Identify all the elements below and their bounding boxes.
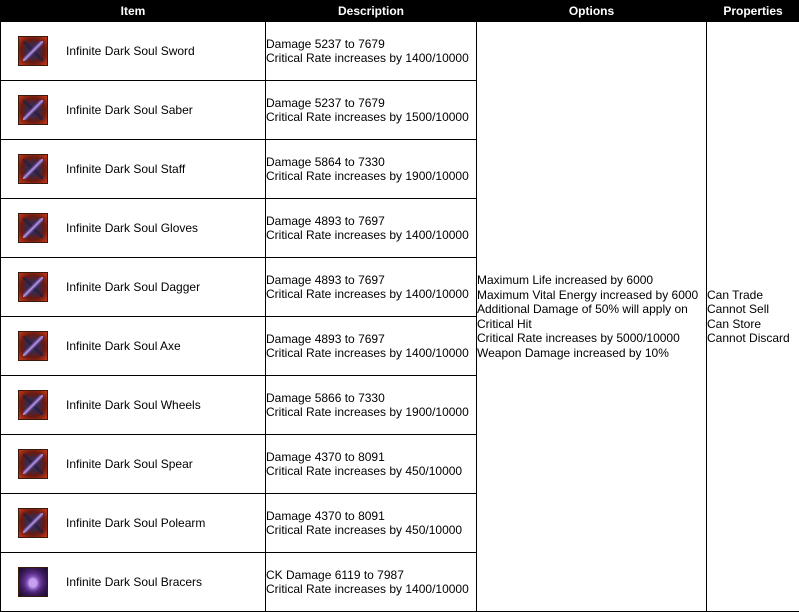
damage-text: Damage 5864 to 7330 <box>266 155 385 169</box>
option-line: Critical Hit <box>477 316 532 331</box>
description-cell <box>266 22 477 81</box>
critical-rate-text: Critical Rate increases by 450/10000 <box>266 464 463 478</box>
axe-icon <box>18 331 48 361</box>
property-line: Can Trade <box>707 287 764 302</box>
option-line: Maximum Vital Energy increased by 6000 <box>477 287 699 302</box>
damage-text: Damage 4370 to 8091 <box>266 509 385 523</box>
item-cell <box>1 494 266 553</box>
item-name: Infinite Dark Soul Axe <box>66 339 181 353</box>
bracers-icon <box>18 567 48 597</box>
item-cell <box>1 317 266 376</box>
item-name: Infinite Dark Soul Spear <box>66 457 193 471</box>
critical-rate-text: Critical Rate increases by 1400/10000 <box>266 582 469 596</box>
item-cell <box>1 553 266 612</box>
description-cell <box>266 553 477 612</box>
wheels-icon <box>18 390 48 420</box>
property-line: Cannot Sell <box>707 302 770 316</box>
header-row <box>1 1 799 22</box>
critical-rate-text: Critical Rate increases by 1900/10000 <box>266 169 469 183</box>
damage-text: Damage 5866 to 7330 <box>266 391 385 405</box>
item-name: Infinite Dark Soul Wheels <box>66 398 201 412</box>
item-name: Infinite Dark Soul Bracers <box>66 575 203 589</box>
description-cell <box>266 140 477 199</box>
option-line: Additional Damage of 50% will apply on <box>477 302 688 316</box>
properties-cell <box>707 22 799 612</box>
sword-icon <box>18 36 48 66</box>
item-cell <box>1 22 266 81</box>
damage-text: Damage 4370 to 8091 <box>266 450 385 464</box>
property-line: Cannot Discard <box>707 331 790 345</box>
description-cell <box>266 435 477 494</box>
header-properties: Properties <box>707 1 799 22</box>
item-cell <box>1 199 266 258</box>
item-name: Infinite Dark Soul Polearm <box>66 516 206 530</box>
polearm-icon <box>18 508 48 538</box>
damage-text: Damage 4893 to 7697 <box>266 273 385 287</box>
dagger-icon <box>18 272 48 302</box>
description-cell <box>266 494 477 553</box>
description-cell <box>266 81 477 140</box>
spear-icon <box>18 449 48 479</box>
description-cell <box>266 258 477 317</box>
description-cell <box>266 317 477 376</box>
damage-text: CK Damage 6119 to 7987 <box>266 568 404 582</box>
item-name: Infinite Dark Soul Dagger <box>66 280 201 294</box>
header-description: Description <box>266 1 477 22</box>
damage-text: Damage 5237 to 7679 <box>266 96 385 110</box>
damage-text: Damage 4893 to 7697 <box>266 332 385 346</box>
item-cell <box>1 435 266 494</box>
critical-rate-text: Critical Rate increases by 1500/10000 <box>266 110 469 124</box>
option-line: Maximum Life increased by 6000 <box>477 273 654 287</box>
critical-rate-text: Critical Rate increases by 1400/10000 <box>266 287 469 301</box>
item-name: Infinite Dark Soul Sword <box>66 44 195 58</box>
item-name: Infinite Dark Soul Staff <box>66 162 186 176</box>
item-name: Infinite Dark Soul Saber <box>66 103 193 117</box>
table-row <box>1 22 799 81</box>
gloves-icon <box>18 213 48 243</box>
option-line: Weapon Damage increased by 10% <box>477 345 669 360</box>
critical-rate-text: Critical Rate increases by 1400/10000 <box>266 51 469 65</box>
item-name: Infinite Dark Soul Gloves <box>66 221 199 235</box>
property-line: Can Store <box>707 316 762 331</box>
critical-rate-text: Critical Rate increases by 1400/10000 <box>266 228 469 242</box>
description-cell <box>266 199 477 258</box>
critical-rate-text: Critical Rate increases by 1400/10000 <box>266 346 469 360</box>
critical-rate-text: Critical Rate increases by 1900/10000 <box>266 405 469 419</box>
staff-icon <box>18 154 48 184</box>
item-cell <box>1 258 266 317</box>
header-item: Item <box>1 1 266 22</box>
damage-text: Damage 5237 to 7679 <box>266 37 385 51</box>
item-cell <box>1 376 266 435</box>
damage-text: Damage 4893 to 7697 <box>266 214 385 228</box>
description-cell <box>266 376 477 435</box>
header-options: Options <box>477 1 707 22</box>
item-cell <box>1 81 266 140</box>
options-cell <box>477 22 707 612</box>
option-line: Critical Rate increases by 5000/10000 <box>477 331 680 345</box>
saber-icon <box>18 95 48 125</box>
critical-rate-text: Critical Rate increases by 450/10000 <box>266 523 463 537</box>
item-cell <box>1 140 266 199</box>
